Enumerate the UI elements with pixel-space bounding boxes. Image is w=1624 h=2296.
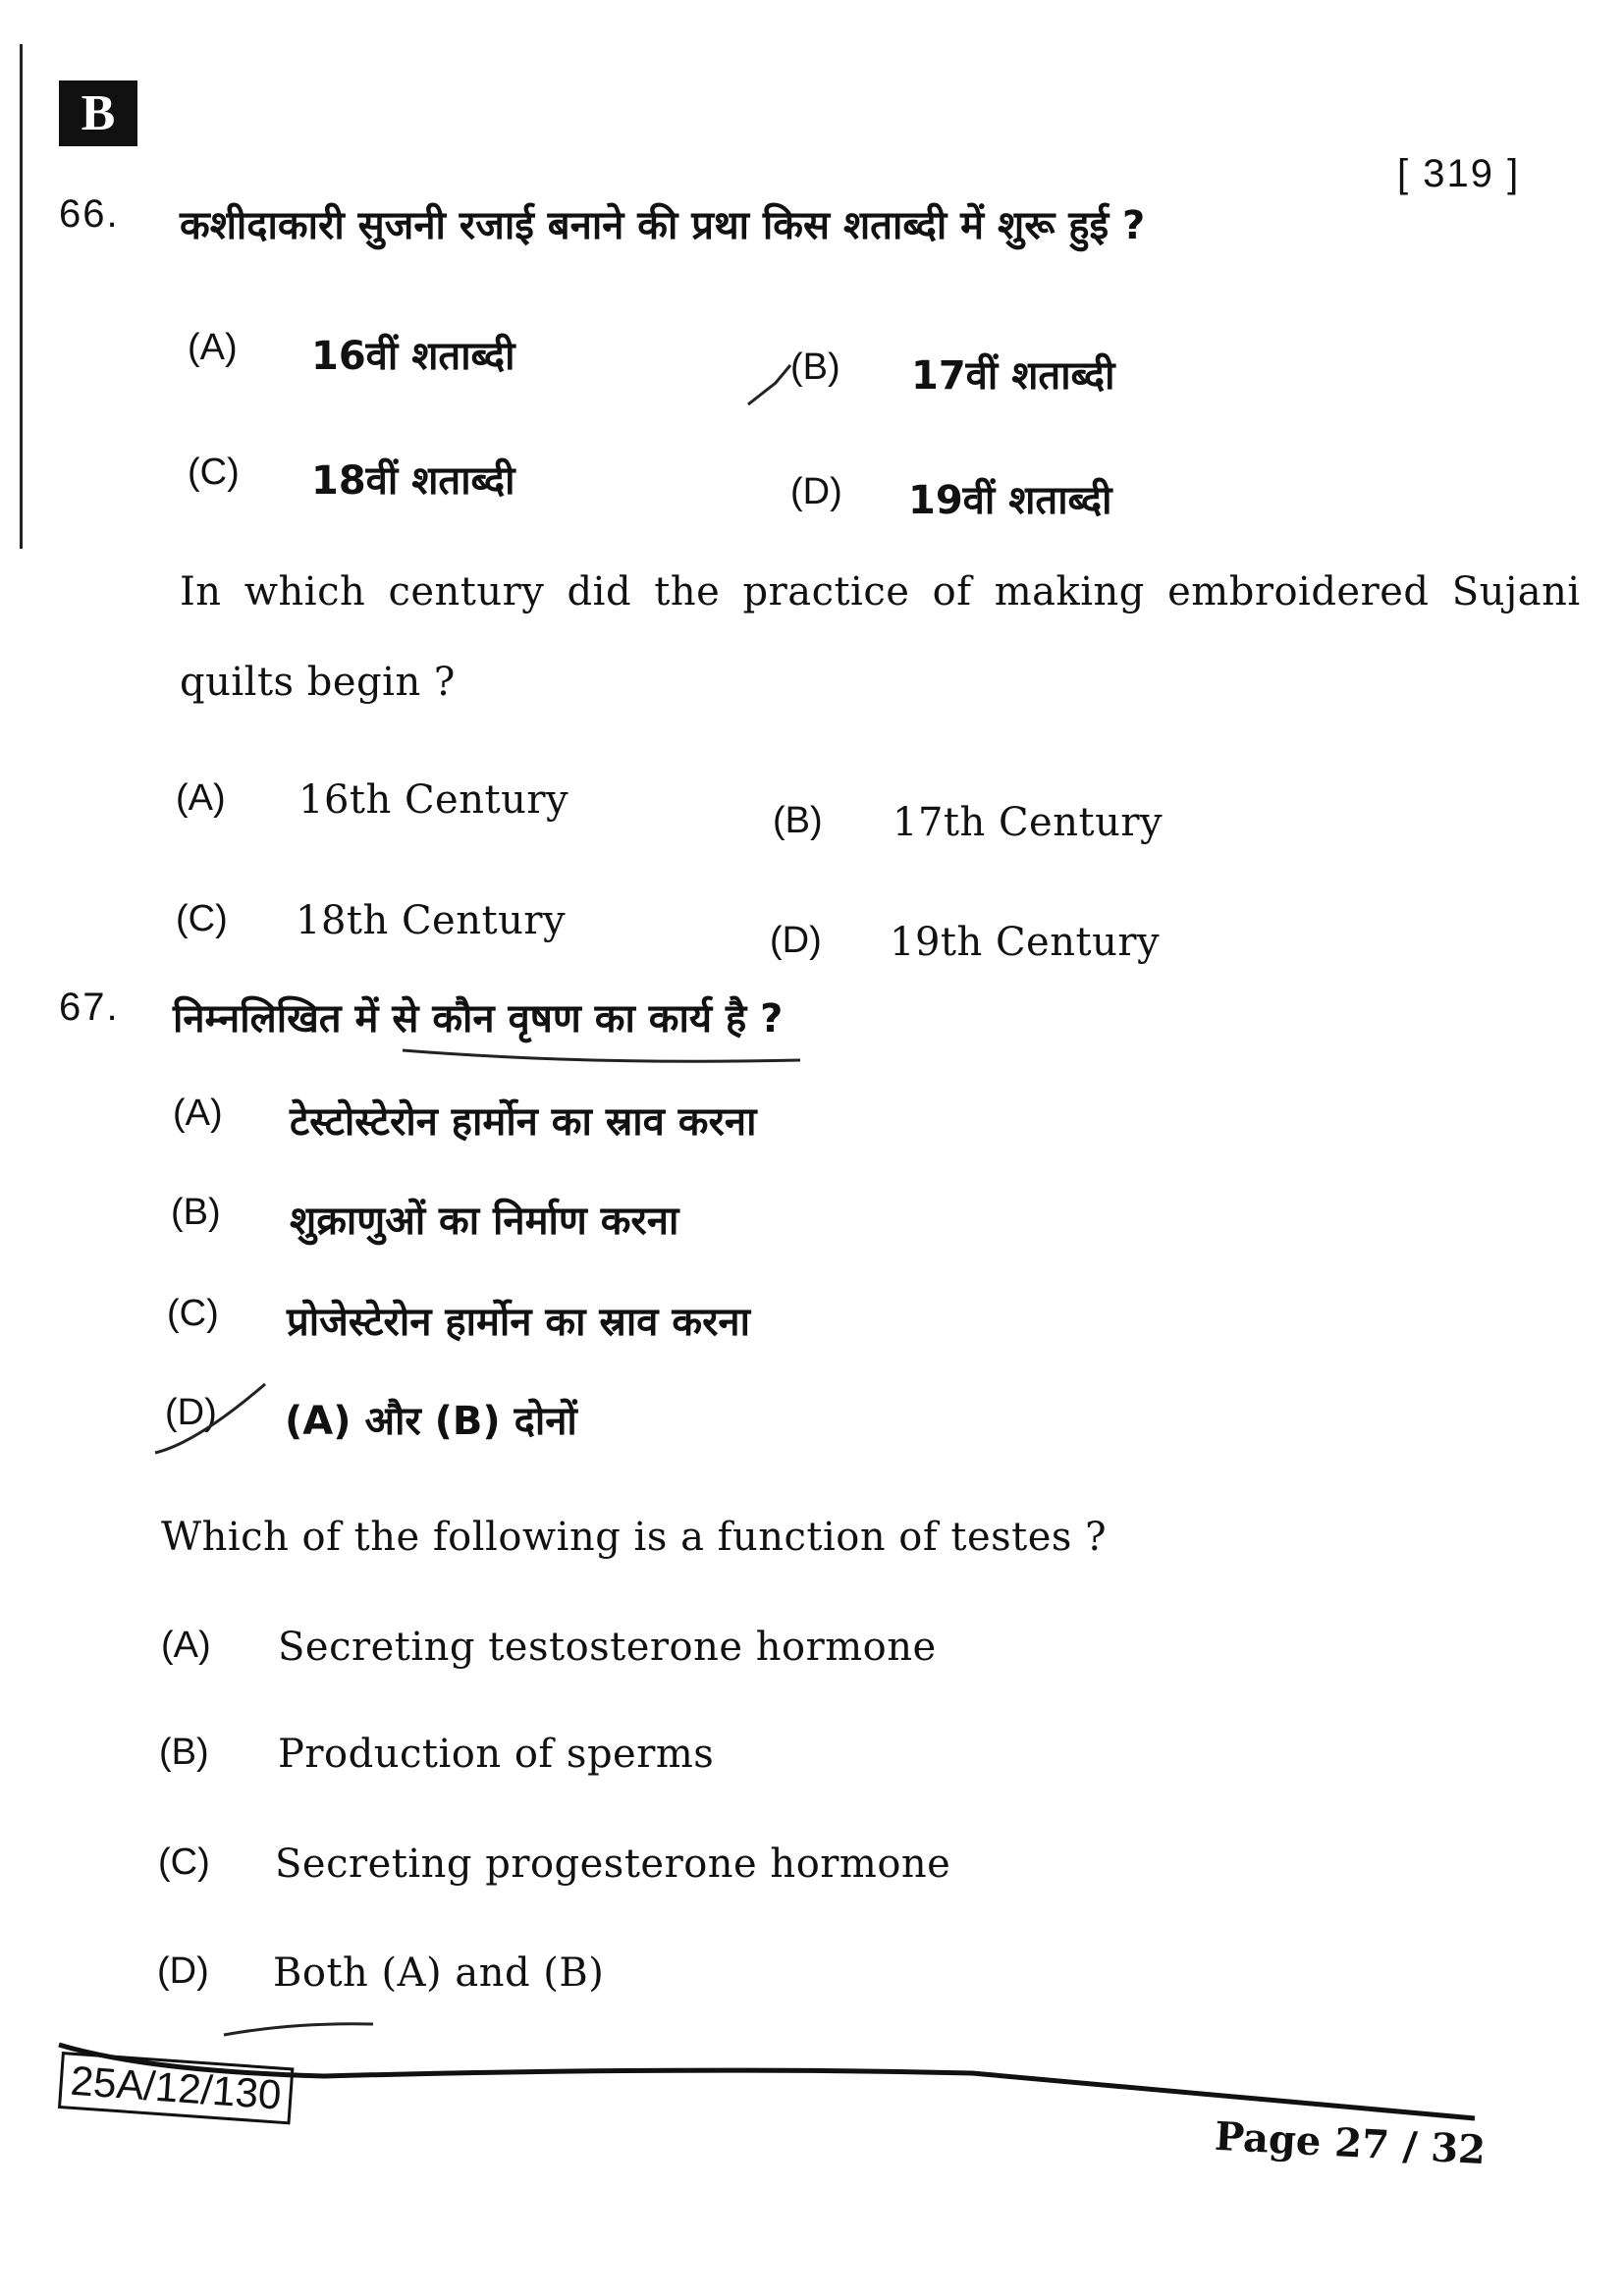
option-label: (C) [188, 452, 240, 493]
underline-mark-67-en [224, 2024, 373, 2035]
option-text: टेस्टोस्टेरोन हार्मोन का स्राव करना [290, 1099, 757, 1145]
set-badge: B [59, 80, 137, 146]
option-label: (A) [161, 1625, 211, 1666]
option-text: 19th Century [890, 920, 1161, 965]
option-text: 16वीं शताब्दी [311, 334, 515, 379]
option-text: 18वीं शताब्दी [311, 458, 515, 504]
option-label: (D) [157, 1950, 209, 1992]
option-text: 17th Century [893, 800, 1164, 845]
option-text: Secreting progesterone hormone [275, 1842, 951, 1887]
option-text: Both (A) and (B) [273, 1950, 605, 1996]
option-label: (B) [773, 800, 823, 841]
question-text-english: In which century did the practice of making embroidered Sujani [180, 569, 1581, 614]
underline-mark-67 [403, 1050, 800, 1061]
question-text-hindi: निम्नलिखित में से कौन वृषण का कार्य है ? [173, 996, 784, 1041]
option-label: (C) [158, 1842, 210, 1883]
option-text: 16th Century [298, 777, 569, 823]
option-text: 19वीं शताब्दी [908, 478, 1112, 523]
option-text: (A) और (B) दोनों [285, 1399, 577, 1444]
option-label: (B) [159, 1732, 209, 1773]
option-label: (B) [790, 347, 840, 388]
question-number: 66. [59, 192, 120, 236]
question-text-hindi: कशीदाकारी सुजनी रजाई बनाने की प्रथा किस शताब्दी में शुरू हुई ? [180, 203, 1146, 248]
option-label: (A) [188, 327, 238, 368]
paper-code: 25A/12/130 [58, 2052, 294, 2124]
option-label: (D) [770, 920, 822, 961]
option-label: (D) [165, 1392, 217, 1433]
option-text: प्रोजेस्टेरोन हार्मोन का स्राव करना [287, 1300, 750, 1345]
question-range: [ 319 ] [1397, 152, 1521, 195]
question-text-english: quilts begin ? [180, 660, 456, 705]
option-label: (B) [171, 1192, 221, 1233]
option-label: (A) [176, 777, 226, 819]
option-label: (C) [176, 898, 228, 939]
option-text: 18th Century [296, 898, 567, 943]
question-number: 67. [59, 986, 120, 1029]
option-text: Secreting testosterone hormone [278, 1625, 937, 1670]
option-text: Production of sperms [278, 1732, 715, 1777]
tick-mark-67 [155, 1384, 265, 1453]
option-label: (C) [167, 1293, 219, 1334]
option-text: 17वीं शताब्दी [911, 353, 1115, 399]
option-label: (D) [790, 471, 842, 512]
question-text-english: Which of the following is a function of testes ? [161, 1515, 1108, 1560]
tick-mark-66 [748, 365, 790, 404]
page-number: Page 27 / 32 [1213, 2112, 1488, 2174]
option-label: (A) [173, 1093, 223, 1134]
option-text: शुक्राणुओं का निर्माण करना [290, 1199, 679, 1244]
